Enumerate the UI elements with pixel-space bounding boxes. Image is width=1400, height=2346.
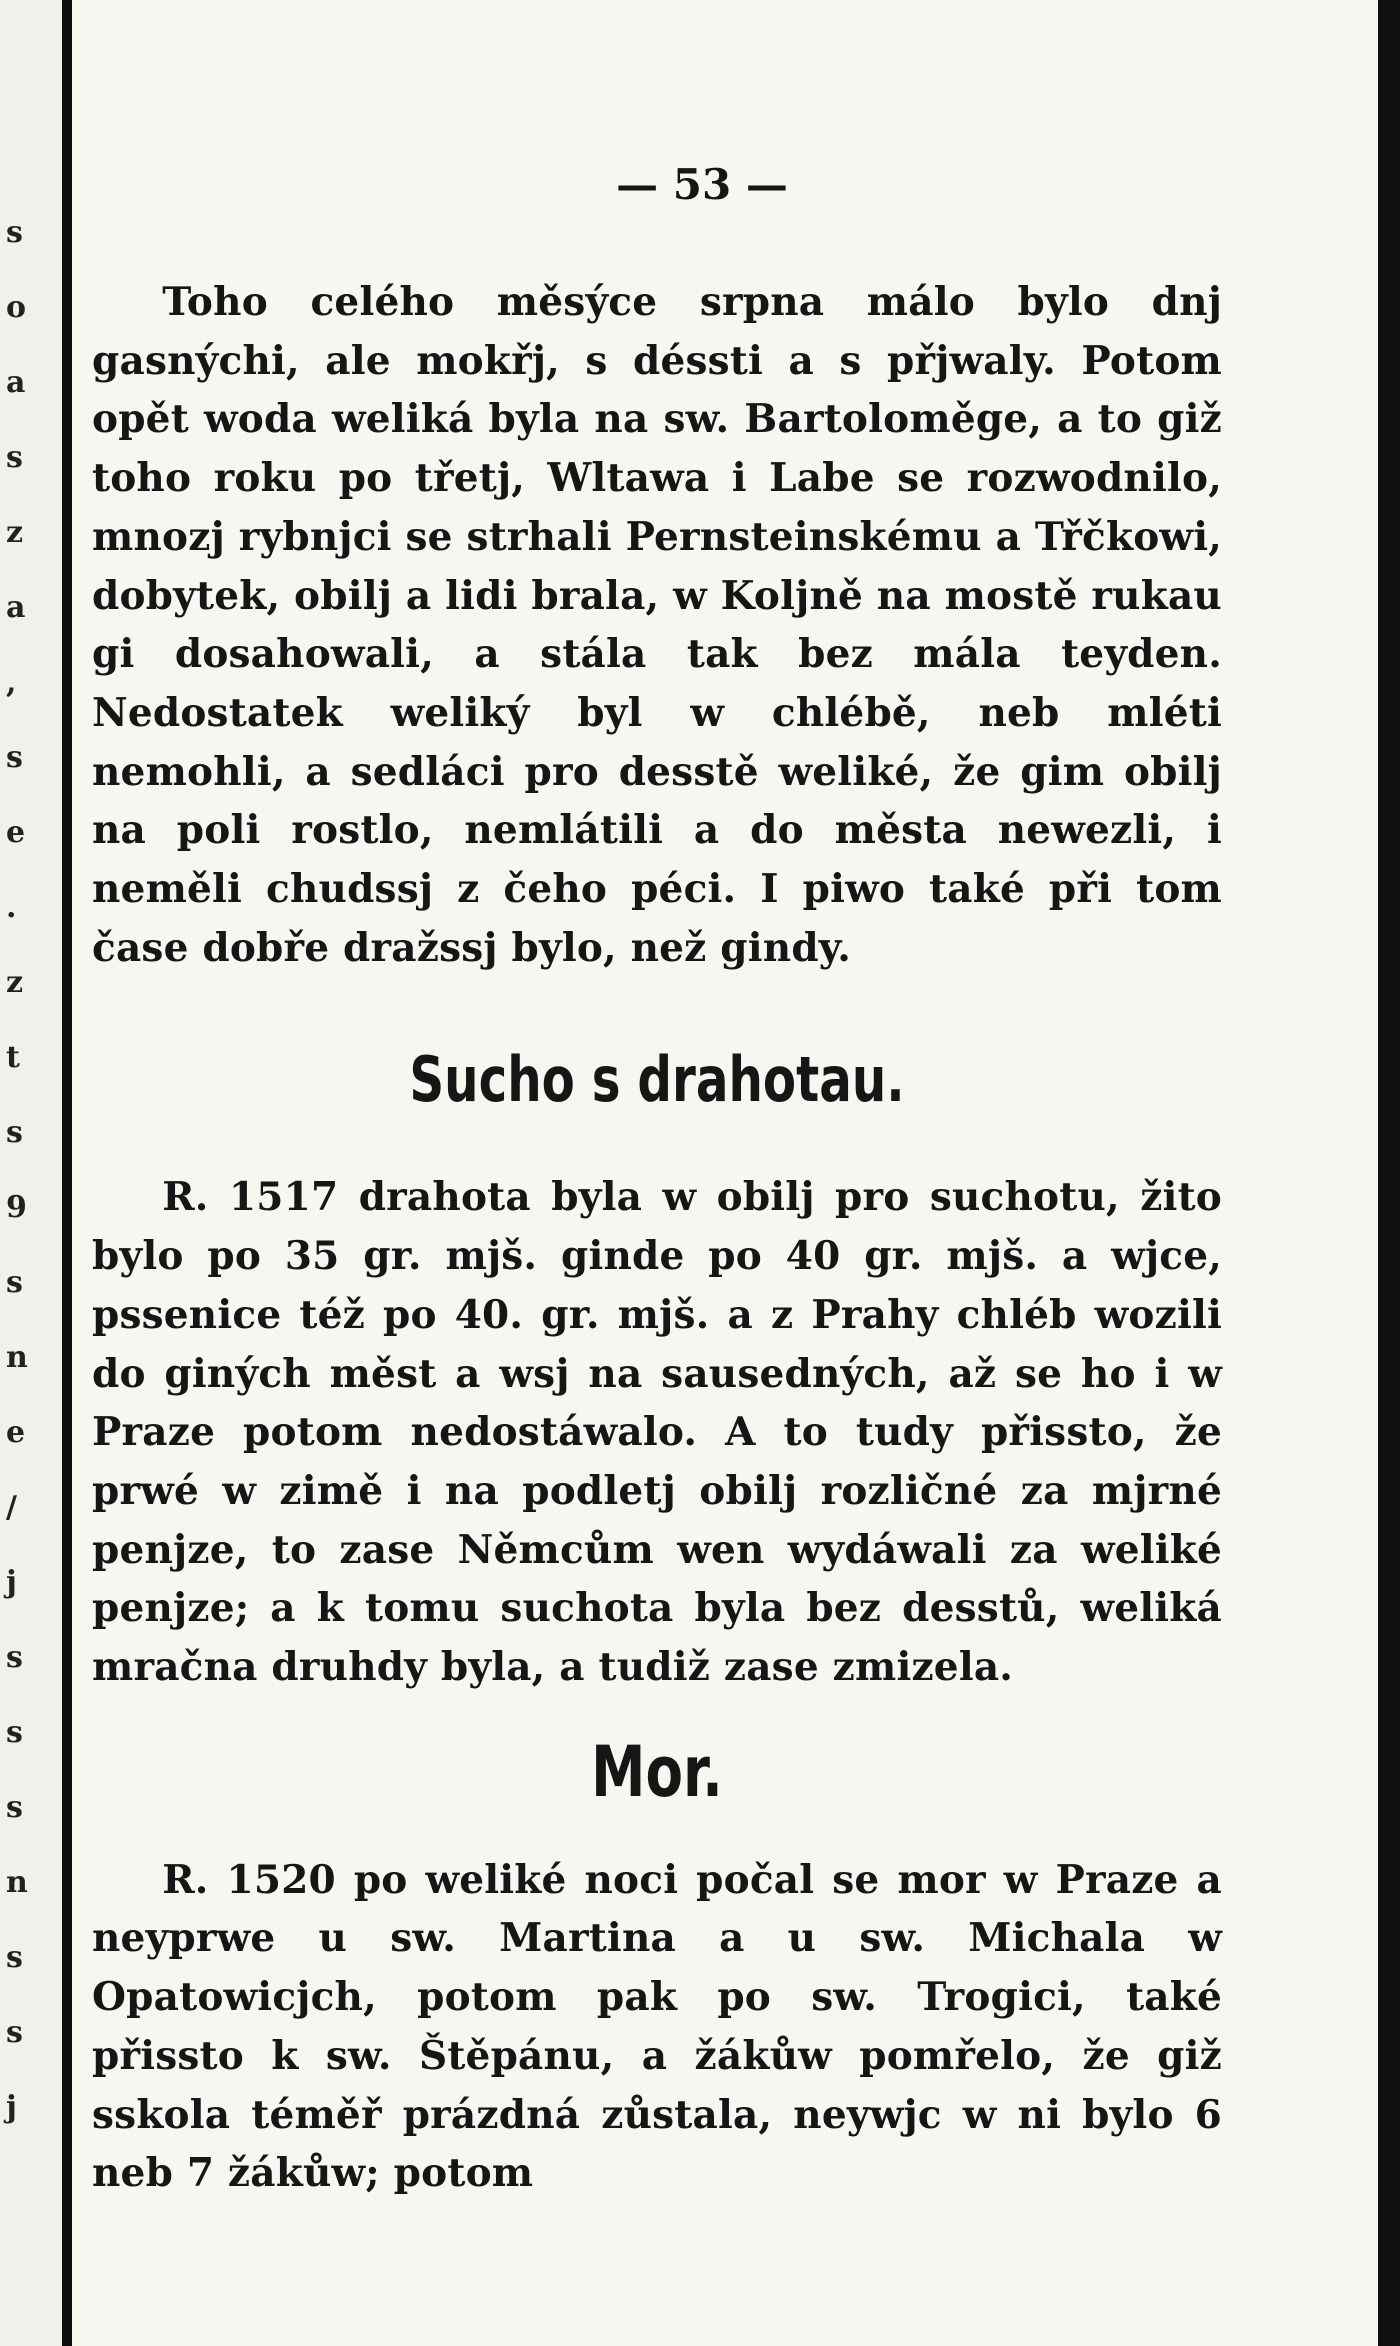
facing-page-letter: j [6, 1565, 17, 1600]
section-heading-mor: Mor. [591, 1730, 723, 1813]
section-heading-sucho: Sucho s drahotau. [409, 1043, 905, 1117]
facing-page-letter: s [6, 215, 23, 250]
facing-page-letter: e [6, 1415, 26, 1450]
facing-page-letter: a [6, 590, 26, 625]
facing-page-letter: n [6, 1340, 28, 1375]
scan-border [1378, 0, 1400, 2346]
facing-page-letter: s [6, 1265, 23, 1300]
facing-page-letter: o [6, 290, 27, 325]
facing-page-letter: . [6, 890, 17, 925]
facing-page-letter: e [6, 815, 26, 850]
sucho-paragraph: R. 1517 drahota byla w obilj pro suchotu, žito bylo po 35 gr. mjš. ginde po 40 gr. mjš. a wjce, pssenice též po 40. gr. mjš. a z Prahy chléb wozili do giných měst a wsj na sausedných, až se ho i w Praze potom nedostáwalo. A to tudy přissto, že prwé w zimě i na podletj obilj rozličné za mjrné penjze, to zase Němcům wen wydáwali za weliké penjze; a k tomu suchota byla bez desstů, weliká mračna druhdy byla, a tudiž zase zmizela. [92, 1174, 1222, 1691]
facing-page-letter: / [6, 1490, 17, 1525]
book-gutter [62, 0, 72, 2346]
facing-page-letter: j [6, 2090, 17, 2125]
facing-page-letter: a [6, 365, 26, 400]
facing-page-letter: s [6, 1640, 23, 1675]
facing-page-letter: z [6, 515, 24, 550]
facing-page-letter: n [6, 1865, 28, 1900]
facing-page-fragments [0, 0, 62, 2346]
page-number: — 53 — [616, 160, 788, 209]
facing-page-letter: 9 [6, 1190, 27, 1225]
facing-page-letter: t [6, 1040, 20, 1075]
book-page [72, 0, 1378, 2346]
page-content [92, 160, 1222, 2203]
facing-page-letter: , [6, 665, 17, 700]
intro-paragraph: Toho celého měsýce srpna málo bylo dnj gasnýchi, ale mokřj, s déssti a s přjwaly. Potom opět woda weliká byla na sw. Bartoloměge, a to giž toho roku po třetj, Wltawa i Labe se rozwodnilo, mnozj rybnjci se strhali Pernsteinskému a Třčkowi, dobytek, obilj a lidi brala, w Koljně na mostě rukau gi dosahowali, a stála tak bez mála teyden. Nedostatek weliký byl w chlébě, neb mléti nemohli, a sedláci pro desstě weliké, že gim obilj na poli rostlo, nemlátili a do města newezli, i neměli chudssj z čeho péci. I piwo také při tom čase dobře dražssj bylo, než gindy. [92, 279, 1222, 971]
facing-page-letter: s [6, 1940, 23, 1975]
facing-page-letter: s [6, 2015, 23, 2050]
facing-page-letter: z [6, 965, 24, 1000]
facing-page-letter: s [6, 1790, 23, 1825]
mor-paragraph: R. 1520 po weliké noci počal se mor w Praze a neyprwe u sw. Martina a u sw. Michala w Opatowicjch, potom pak po sw. Trogici, také přissto k sw. Štěpánu, a žákůw pomřelo, že giž sskola téměř prázdná zůstala, neywjc w ni bylo 6 neb 7 žákůw; potom [92, 1856, 1222, 2197]
facing-page-letter: s [6, 1715, 23, 1750]
facing-page-letter: s [6, 440, 23, 475]
facing-page-letter: s [6, 740, 23, 775]
facing-page-letter: s [6, 1115, 23, 1150]
